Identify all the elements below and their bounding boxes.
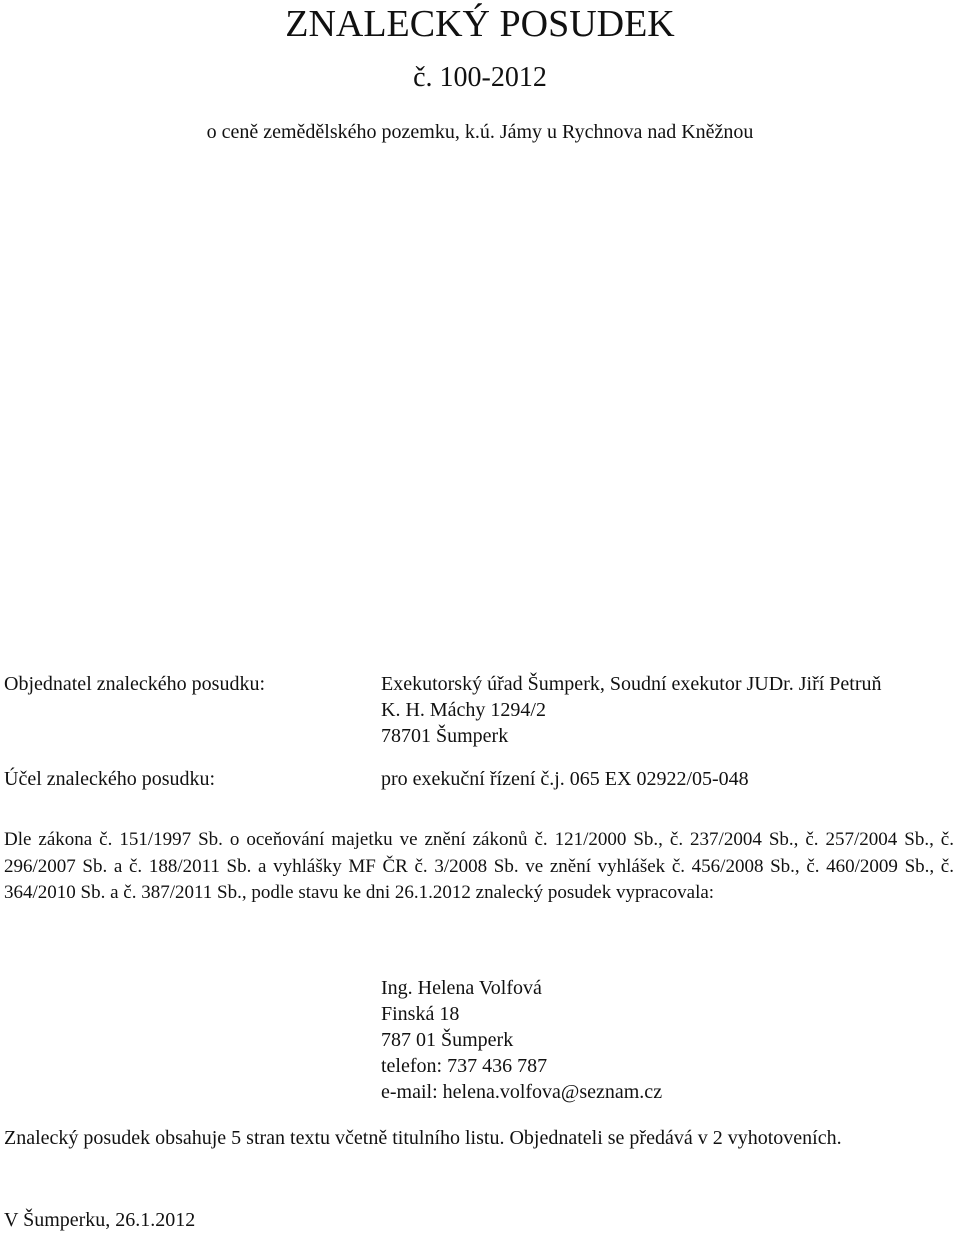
document-number: č. 100-2012 <box>413 62 547 93</box>
client-label: Objednatel znaleckého posudku: <box>4 673 266 695</box>
expert-name: Ing. Helena Volfová <box>381 977 542 999</box>
expert-street: Finská 18 <box>381 1003 460 1025</box>
purpose-value: pro exekuční řízení č.j. 065 EX 02922/05-048 <box>381 768 749 790</box>
document-title: ZNALECKÝ POSUDEK <box>285 3 675 45</box>
client-line-1: Exekutorský úřad Šumperk, Soudní exekutor JUDr. Jiří Petruň <box>381 673 882 695</box>
legal-basis-paragraph: Dle zákona č. 151/1997 Sb. o oceňování majetku ve znění zákonů č. 121/2000 Sb., č. 237/2004 Sb., č. 257/2004 Sb., č. 296/2007 Sb. a č. 188/2011 Sb. a vyhlášky MF ČR č. 3/2008 Sb. ve znění vyhlášek č. 456/2008 Sb., č. 460/2009 Sb., č. 364/2010 Sb. a č. 387/2011 Sb., podle stavu ke dni 26.1.2012 znalecký posudek vypracovala: <box>4 829 954 903</box>
copies-statement: Znalecký posudek obsahuje 5 stran textu včetně titulního listu. Objednateli se předává v 2 vyhotoveních. <box>4 1127 842 1149</box>
purpose-label: Účel znaleckého posudku: <box>4 768 216 790</box>
client-line-2: K. H. Máchy 1294/2 <box>381 699 546 721</box>
expert-phone: telefon: 737 436 787 <box>381 1055 548 1077</box>
document-subject: o ceně zemědělského pozemku, k.ú. Jámy u Rychnova nad Kněžnou <box>206 121 754 143</box>
place-and-date: V Šumperku, 26.1.2012 <box>4 1209 196 1231</box>
expert-email: e-mail: helena.volfova@seznam.cz <box>381 1081 663 1103</box>
client-line-3: 78701 Šumperk <box>381 725 509 747</box>
expert-city: 787 01 Šumperk <box>381 1029 514 1051</box>
